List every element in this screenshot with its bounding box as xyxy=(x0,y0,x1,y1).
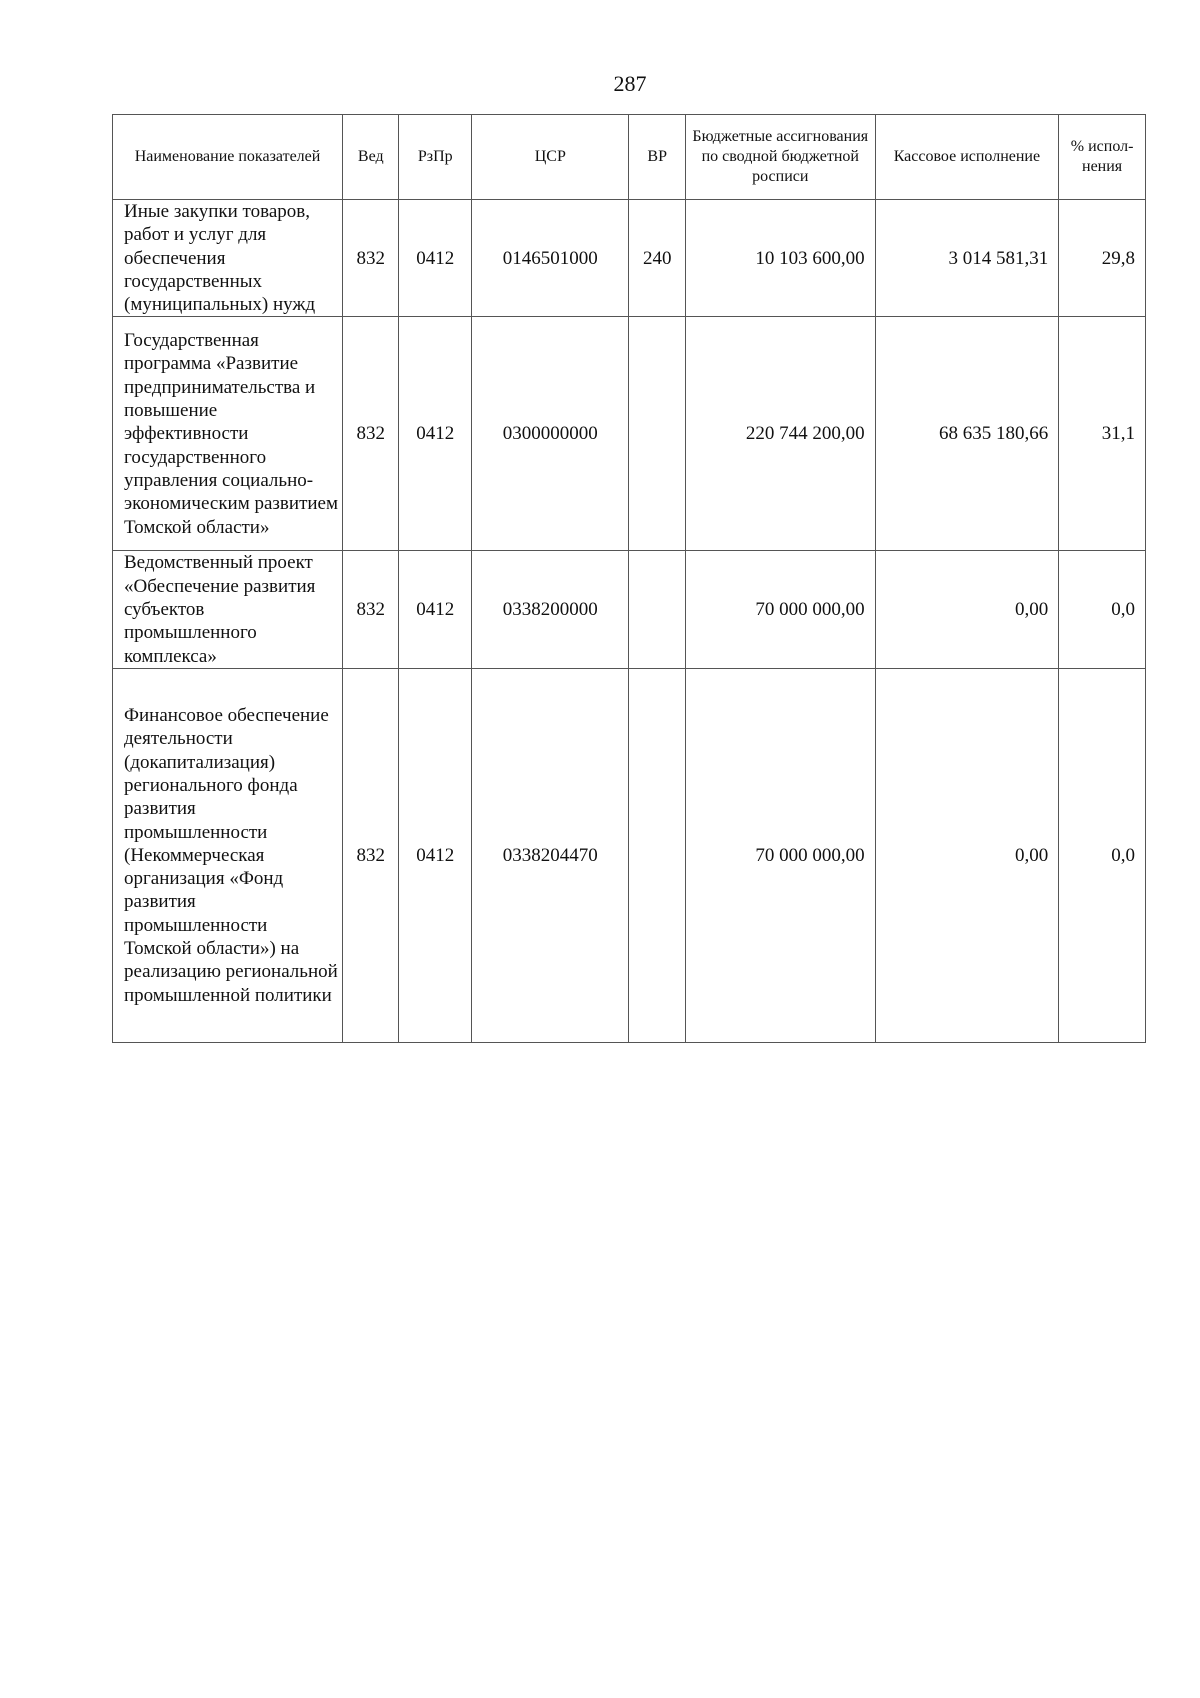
table-row xyxy=(113,200,1146,317)
row-budget: 70 000 000,00 xyxy=(685,551,875,668)
row-cash: 0,00 xyxy=(875,551,1059,668)
row-cash: 3 014 581,31 xyxy=(875,200,1059,317)
row-percent: 0,0 xyxy=(1059,668,1146,1042)
header-percent: % испол-нения xyxy=(1059,115,1146,200)
table-row xyxy=(113,551,1146,668)
row-csr: 0338204470 xyxy=(472,668,629,1042)
header-csr: ЦСР xyxy=(472,115,629,200)
header-ved: Вед xyxy=(343,115,399,200)
row-cash: 0,00 xyxy=(875,668,1059,1042)
row-cash: 68 635 180,66 xyxy=(875,317,1059,551)
row-ved: 832 xyxy=(343,668,399,1042)
header-budget: Бюджетные ассигнования по сводной бюджетной росписи xyxy=(685,115,875,200)
row-percent: 31,1 xyxy=(1059,317,1146,551)
row-csr: 0146501000 xyxy=(472,200,629,317)
table-row xyxy=(113,668,1146,1042)
table-row xyxy=(113,317,1146,551)
row-vr xyxy=(629,668,685,1042)
row-csr: 0300000000 xyxy=(472,317,629,551)
row-percent: 0,0 xyxy=(1059,551,1146,668)
row-vr: 240 xyxy=(629,200,685,317)
budget-execution-table xyxy=(112,114,1146,1043)
row-rzpr: 0412 xyxy=(399,200,472,317)
row-name: Финансовое обеспечение деятельности (докапитализация) регионального фонда развития промышленности (Некоммерческая организация «Фонд развития промышленности Томской области») на реализацию региональной промышленной политики xyxy=(113,668,343,1042)
row-name: Ведомственный проект «Обеспечение развития субъектов промышленного комплекса» xyxy=(113,551,343,668)
row-vr xyxy=(629,551,685,668)
header-cash: Кассовое исполнение xyxy=(875,115,1059,200)
row-ved: 832 xyxy=(343,551,399,668)
row-budget: 70 000 000,00 xyxy=(685,668,875,1042)
row-percent: 29,8 xyxy=(1059,200,1146,317)
page-number: 287 xyxy=(613,71,647,96)
row-name: Государственная программа «Развитие предпринимательства и повышение эффективности государственного управления социально-экономическим развитием Томской области» xyxy=(113,317,343,551)
row-csr: 0338200000 xyxy=(472,551,629,668)
row-rzpr: 0412 xyxy=(399,317,472,551)
row-ved: 832 xyxy=(343,200,399,317)
row-name: Иные закупки товаров, работ и услуг для обеспечения государственных (муниципальных) нужд xyxy=(113,200,343,317)
row-budget: 220 744 200,00 xyxy=(685,317,875,551)
header-name: Наименование показателей xyxy=(113,115,343,200)
row-rzpr: 0412 xyxy=(399,551,472,668)
row-ved: 832 xyxy=(343,317,399,551)
row-budget: 10 103 600,00 xyxy=(685,200,875,317)
row-rzpr: 0412 xyxy=(399,668,472,1042)
row-vr xyxy=(629,317,685,551)
header-rzpr: РзПр xyxy=(399,115,472,200)
table-header-row xyxy=(113,115,1146,200)
header-vr: ВР xyxy=(629,115,685,200)
